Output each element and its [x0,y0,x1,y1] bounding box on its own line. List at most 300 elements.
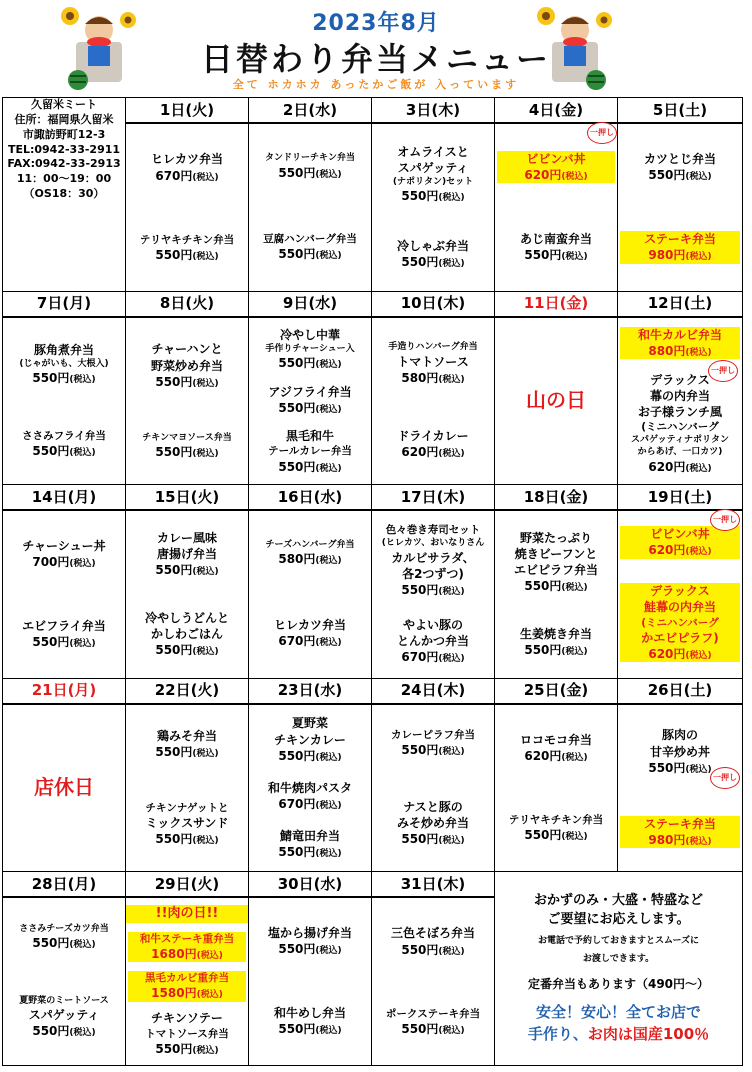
tax-label: (税込) [192,448,219,459]
menu-item-name: エビフライ弁当 [22,619,106,634]
menu-calendar [2,97,743,1066]
note-line-1: おかずのみ・大盛・特盛など [533,892,703,908]
day-cell [495,704,618,872]
menu-item [249,152,371,180]
menu-item-price [5,443,123,459]
menu-item-name-block [128,801,246,831]
menu-item-name: ナスと豚の [403,800,463,815]
shop-address1: 住所：福岡県久留米 [14,112,114,126]
day-label: 29日(火) [126,872,249,898]
price-value: 580円 [401,370,439,385]
menu-item-name: 冷やし中華 [279,327,340,342]
day-label: 18日(金) [495,485,618,511]
menu-item [372,144,494,205]
price-value: 550円 [278,246,316,261]
menu-item-name: かしわごはん [150,627,223,642]
price-value: 550円 [401,582,439,597]
day-cell [372,897,495,1065]
menu-item-name: 鶏みそ弁当 [156,728,217,743]
tax-label: (税込) [561,832,588,843]
menu-item-name-block [620,327,740,343]
day-menu [126,705,248,872]
day-cell [618,704,743,872]
tax-label: (税込) [69,448,96,459]
price-value: 550円 [278,400,316,415]
menu-item [126,432,248,460]
menu-item-name-block [128,151,246,167]
shop-hours: 11：00～19：00 [16,172,112,186]
menu-item-price [251,551,369,567]
menu-item [3,618,125,650]
menu-item-name-block [128,530,246,562]
menu-item [126,728,248,760]
menu-item-name: ヒレカツ弁当 [273,618,346,633]
shop-info [3,98,126,292]
holiday-text: 山の日 [526,388,586,413]
tax-label: (税込) [69,559,96,570]
menu-item-name: 黒毛和牛 [285,429,334,444]
menu-item [249,327,371,372]
price-value: 670円 [401,650,439,665]
menu-item-name-block [128,971,246,985]
day-label: 14日(月) [3,485,126,511]
menu-item [372,728,494,758]
tax-label: (税込) [315,752,342,763]
menu-item-name: お子様ランチ風 [637,404,722,419]
menu-item-price [128,831,246,847]
price-value: 550円 [278,165,316,180]
menu-item-price [251,941,369,957]
menu-item-name: デラックス [650,584,710,599]
menu-item-price [374,254,492,270]
day-label: 8日(火) [126,291,249,317]
menu-item-name: チキンマヨソース弁当 [142,432,232,443]
menu-item [249,232,371,262]
menu-item-name: 夏野菜のミートソース [19,996,109,1007]
menu-item-price [128,444,246,460]
menu-item-price [128,562,246,578]
menu-item-price [251,1021,369,1037]
day-menu [3,511,125,678]
menu-item [495,732,617,764]
tax-label: (税込) [315,404,342,415]
menu-item-price [5,554,123,570]
price-value: 550円 [155,247,193,262]
menu-item-name: 色々巻き寿司セット [385,524,481,537]
day-menu [126,511,248,678]
day-cell [126,704,249,872]
menu-item-name: 手造りハンバーグ弁当 [388,342,478,353]
price-value: 550円 [155,832,193,847]
day-label: 4日(金) [495,98,618,124]
day-menu [372,511,494,678]
menu-item-name: とんかつ弁当 [396,633,469,648]
price-value: 550円 [524,579,562,594]
day-label: 5日(土) [618,98,743,124]
menu-item [618,816,742,848]
menu-item-name: スパゲッティ [397,161,469,176]
menu-item-price [497,642,615,658]
tax-label: (税込) [561,583,588,594]
menu-item-name: (ミニハンバーグ [641,616,719,629]
day-cell [618,510,743,678]
day-menu [618,124,742,291]
tax-label: (税込) [315,638,342,649]
tax-label: (税込) [438,1025,465,1036]
note-line-7b: お肉は国産100％ [587,1025,710,1044]
menu-item-name-block [251,384,369,400]
menu-item-name: (ミニハンバーグ [641,421,719,434]
menu-item-price [497,167,615,183]
day-label: 15日(火) [126,485,249,511]
menu-item-name-block [5,429,123,443]
shop-os: （OS18：30） [23,187,105,201]
day-menu [3,705,125,872]
menu-item [618,372,742,475]
menu-item-name-block [620,583,740,646]
tax-label: (税込) [69,1028,96,1039]
menu-item-name: カレーピラフ弁当 [391,728,475,741]
tax-label: (税込) [561,753,588,764]
menu-item-name-block [374,523,492,582]
menu-item-price [251,459,369,475]
day-cell [618,123,743,291]
day-cell [3,897,126,1065]
notes-box [495,872,743,1066]
menu-item-name-block [620,231,740,247]
menu-item-price [251,400,369,416]
menu-item [372,799,494,848]
day-menu [249,705,371,872]
menu-item-name-block [374,728,492,742]
tax-label: (税込) [196,990,223,1001]
menu-item-price [497,247,615,263]
menu-item-name: 黒毛カルビ重弁当 [145,972,229,985]
day-cell [249,123,372,291]
price-value: 980円 [648,248,686,263]
day-cell [3,704,126,872]
menu-item-price [128,374,246,390]
menu-item [372,1007,494,1037]
tax-label: (税込) [438,654,465,665]
menu-item-name: アジフライ弁当 [268,384,352,399]
menu-item-name: 幕の内弁当 [649,388,710,403]
menu-item-name: ヒレカツ弁当 [150,152,223,167]
menu-item-price [497,827,615,843]
price-value: 550円 [278,356,316,370]
menu-item [3,429,125,459]
day-label: 12日(土) [618,291,743,317]
menu-item-name-block [374,144,492,189]
day-menu [372,124,494,291]
tax-label: (税込) [685,547,712,558]
menu-item-name-block [374,238,492,254]
menu-item-price [620,167,740,183]
menu-item-name-block [5,538,123,554]
menu-item-price [497,578,615,594]
menu-item-name-block [251,715,369,747]
tax-label: (税込) [69,375,96,386]
menu-item [495,231,617,263]
menu-item-price [620,646,740,662]
menu-item [126,610,248,659]
holiday-text: 店休日 [34,775,94,800]
menu-item-price [5,370,123,386]
menu-item [249,384,371,416]
tax-label: (税込) [315,463,342,474]
price-value: 550円 [278,844,316,859]
menu-item-price [374,582,492,598]
menu-item-name: ビビンバ丼 [526,151,586,166]
menu-item-price [251,633,369,649]
day-menu [249,318,371,485]
menu-item [372,238,494,270]
menu-item-name-block [374,428,492,444]
menu-item-price [251,796,369,812]
day-menu [372,898,494,1065]
menu-item-name-block [251,327,369,355]
menu-item-price [374,370,492,386]
menu-item-name: ポークステーキ弁当 [385,1007,481,1020]
day-label: 25日(金) [495,678,618,704]
menu-item-name-block [374,617,492,649]
menu-item-price [620,247,740,263]
tax-label: (税込) [438,448,465,459]
menu-item-name: チーズハンバーグ弁当 [265,539,355,550]
price-value: 550円 [278,942,316,957]
price-value: 980円 [648,832,686,847]
tax-label: (税込) [685,836,712,847]
day-menu [618,318,742,485]
price-value: 620円 [648,543,686,558]
tax-label: (税込) [438,836,465,847]
menu-item [126,530,248,579]
price-value: 620円 [401,444,439,459]
day-menu [372,318,494,485]
menu-item-price [374,831,492,847]
price-value: 550円 [278,459,316,474]
day-label: 31日(木) [372,872,495,898]
menu-item-name-block [374,341,492,369]
menu-item-name-block [251,539,369,551]
price-value: 550円 [278,1022,316,1037]
menu-item-name-block [497,231,615,247]
day-label: 22日(火) [126,678,249,704]
menu-item-price [128,744,246,760]
menu-item-price [5,935,123,951]
menu-item [249,828,371,860]
price-value: 550円 [155,374,193,389]
menu-item [249,780,371,812]
menu-item [618,526,742,558]
menu-item-name: からあげ、一口カツ) [637,447,723,458]
menu-item [126,151,248,183]
menu-item-name: ロコモコ弁当 [519,732,592,747]
menu-item-price [251,246,369,262]
day-menu [372,705,494,872]
price-value: 550円 [32,444,70,459]
price-value: 550円 [401,1021,439,1036]
menu-item [372,925,494,957]
menu-item-name: 冷やしうどんと [144,611,229,626]
year-month-title: 2023年8月 [312,11,440,36]
menu-item-name: ミックスサンド [145,816,229,831]
menu-item-name: 塩から揚げ弁当 [267,925,352,940]
price-value: 550円 [32,1024,70,1039]
tax-label: (税込) [69,940,96,951]
menu-item-name: 豚肉の [661,728,698,743]
menu-item-name-block [5,618,123,634]
price-value: 550円 [524,643,562,658]
price-value: 550円 [401,743,439,758]
day-cell [372,704,495,872]
tax-label: (税込) [69,639,96,650]
price-value: 550円 [648,760,686,775]
day-cell [249,510,372,678]
menu-item-name: 各2つずつ) [402,566,464,581]
menu-item-name: チキンカレー [274,732,346,747]
price-value: 550円 [278,748,316,763]
menu-item [126,341,248,390]
price-value: 1680円 [151,947,197,962]
menu-item-price [5,1023,123,1039]
day-cell [249,317,372,485]
menu-item [249,428,371,475]
menu-item [249,715,371,764]
price-value: 550円 [648,168,686,183]
day-menu [249,124,371,291]
menu-item-name: 甘辛炒め丼 [649,744,710,759]
menu-item [126,971,248,1001]
menu-item-price [5,634,123,650]
tax-label: (税込) [192,567,219,578]
menu-item [3,995,125,1040]
menu-item-name: スパゲッティナポリタン [631,435,729,446]
tax-label: (税込) [685,252,712,263]
day-label: 30日(水) [249,872,372,898]
menu-item-name-block [251,828,369,844]
menu-item-price [374,942,492,958]
day-cell [495,510,618,678]
day-cell [372,510,495,678]
menu-item-name: テールカレー弁当 [268,445,352,458]
menu-item-name: 夏野菜 [291,716,328,731]
menu-item-price [128,168,246,184]
day-label: 19日(土) [618,485,743,511]
tax-label: (税込) [685,347,712,358]
price-value: 620円 [524,749,562,764]
day-label: 9日(水) [249,291,372,317]
day-menu [495,705,617,872]
menu-item-price [620,542,740,558]
tax-label: (税込) [192,1045,219,1056]
menu-item-name-block [251,152,369,164]
menu-item-price [251,355,369,371]
tax-label: (税込) [315,800,342,811]
menu-item-price [374,1021,492,1037]
recommend-stamp: 一押し [708,360,738,382]
day-cell [372,123,495,291]
day-menu [495,511,617,678]
tax-label: (税込) [192,378,219,389]
meat-day-banner: !!肉の日!! [126,905,248,923]
menu-item [372,428,494,460]
menu-item-price [497,748,615,764]
day-label: 1日(火) [126,98,249,124]
tax-label: (税込) [561,647,588,658]
menu-item-name: ビビンバ丼 [650,527,710,542]
day-label: 7日(月) [3,291,126,317]
menu-item-name-block [374,1007,492,1021]
tax-label: (税込) [192,836,219,847]
menu-item-name: ドライカレー [397,428,469,443]
menu-item-name: 和牛めし弁当 [273,1006,346,1021]
price-value: 550円 [524,248,562,263]
price-value: 670円 [278,634,316,649]
menu-item-name-block [620,151,740,167]
menu-item-name: カレー風味 [156,530,217,545]
note-line-4: お渡しできます。 [582,953,655,964]
price-value: 550円 [155,643,193,658]
menu-item-name: オムライスと [397,144,469,159]
menu-item-name-block [128,233,246,247]
tax-label: (税込) [315,169,342,180]
menu-item-name: トマトソース [397,354,469,369]
menu-item-name-block [620,727,740,759]
menu-item-name-block [620,816,740,832]
menu-item-name-block [497,813,615,827]
price-value: 550円 [401,189,439,204]
menu-item-name: 唐揚げ弁当 [156,547,217,562]
menu-item [126,801,248,848]
menu-item-name: みそ炒め弁当 [396,816,469,831]
price-value: 550円 [524,828,562,843]
recommend-stamp: 一押し [710,509,740,531]
menu-item-name: 焼きビーフンと [514,547,598,562]
menu-item [618,231,742,263]
menu-item-name-block [497,151,615,167]
day-cell [249,897,372,1065]
tax-label: (税込) [315,250,342,261]
day-cell [126,317,249,485]
menu-item-name-block [5,342,123,370]
note-line-5: 定番弁当もあります（490円～） [527,977,710,992]
menu-item-name: チャーハンと [151,342,223,357]
day-menu [249,511,371,678]
tax-label: (税込) [438,747,465,758]
menu-item-name: チャーシュー丼 [22,538,106,553]
menu-item-name: テリヤキチキン弁当 [508,814,604,827]
menu-item-price [128,946,246,962]
menu-item-price [620,343,740,359]
day-label: 17日(木) [372,485,495,511]
menu-item-name: 野菜炒め弁当 [150,358,223,373]
price-value: 620円 [524,168,562,183]
menu-item-name-block [251,617,369,633]
tax-label: (税込) [685,651,712,661]
menu-subtitle: 全て ホカホカ あったかご飯が 入っています [232,78,520,91]
menu-item-price [374,444,492,460]
menu-item-price [374,649,492,665]
menu-item [249,617,371,649]
note-line-7 [495,1024,742,1046]
menu-item-name-block [620,372,740,459]
day-menu [126,318,248,485]
menu-item-price [128,1041,246,1057]
price-value: 550円 [32,371,70,386]
menu-item-name: チキンナゲットと [145,802,229,815]
menu-item-name: かエビピラフ) [641,630,719,645]
